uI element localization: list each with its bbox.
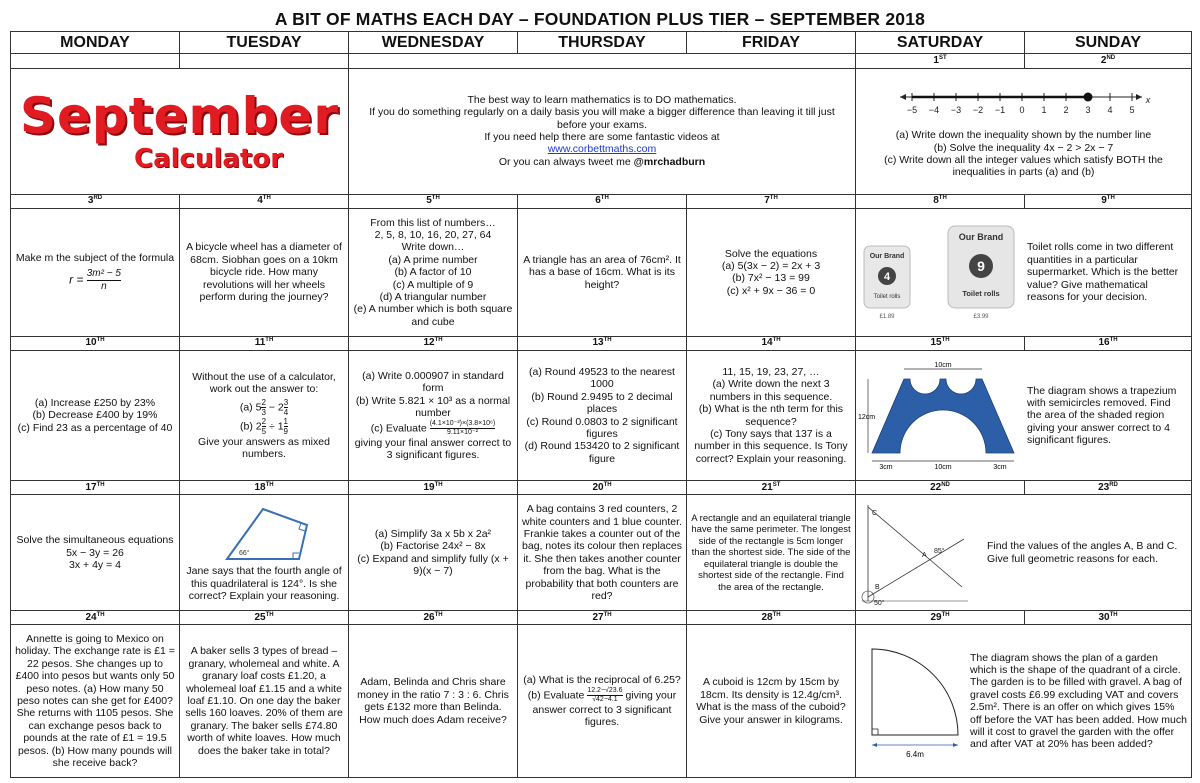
date-27: 27TH	[518, 611, 687, 625]
svg-text:10cm: 10cm	[934, 463, 952, 471]
svg-text:50°: 50°	[874, 599, 885, 607]
question-15-16: 10cm 12cm 3cm 10cm 3cm The diagram shows a trapezium with semicircles removed. Find the area of the shaded region giving your answer correct to 4 significant figures.	[856, 351, 1192, 481]
date-15: 15TH	[856, 336, 1025, 350]
formula: r = $\frac{\text{3m² − 5}}{n}$	[69, 267, 121, 292]
svg-text:0: 0	[1019, 105, 1025, 116]
svg-text:3cm: 3cm	[879, 463, 893, 471]
question-17: Solve the simultaneous equations 5x − 3y = 26 3x + 4y = 4	[11, 495, 180, 611]
date-20: 20TH	[518, 481, 687, 495]
svg-text:−5: −5	[906, 105, 918, 116]
svg-text:£3.99: £3.99	[973, 314, 989, 321]
svg-text:C: C	[872, 509, 878, 517]
calendar-grid	[10, 31, 1192, 778]
svg-text:4: 4	[1107, 105, 1113, 116]
date-4: 4TH	[180, 194, 349, 208]
date-6: 6TH	[518, 194, 687, 208]
question-28: A cuboid is 12cm by 15cm by 18cm. Its density is 12.4g/cm³. What is the mass of the cuboid? Give your answer in kilograms.	[687, 625, 856, 778]
day-wednesday: WEDNESDAY	[349, 32, 518, 54]
banner-subtitle: Calculator	[133, 144, 284, 175]
svg-text:12cm: 12cm	[858, 413, 876, 421]
svg-text:Our Brand: Our Brand	[869, 253, 905, 261]
date-10: 10TH	[11, 336, 180, 350]
question-20: A bag contains 3 red counters, 2 white counters and 1 blue counter. Frankie takes a counter out of the bag, notes its colour then replaces it. She then takes another counter from the bag. What is the probability that both counters are red?	[518, 495, 687, 611]
weekday-header-row	[11, 32, 1192, 54]
day-tuesday: TUESDAY	[180, 32, 349, 54]
september-banner	[11, 68, 349, 194]
question-13: (a) Round 49523 to the nearest 1000 (b) Round 2.9495 to 2 decimal places (c) Round 0.0803 to 2 significant figures (d) Round 153420 to 2 significant figure	[518, 351, 687, 481]
day-saturday: SATURDAY	[856, 32, 1025, 54]
svg-text:B: B	[875, 583, 880, 591]
question-3: Make m the subject of the formula r = $\frac{\text{3m² − 5}}{n}$	[11, 208, 180, 336]
trapezium-diagram	[860, 361, 1025, 471]
svg-text:2: 2	[1063, 105, 1069, 116]
question-12: (a) Write 0.000907 in standard form (b) Write 5.821 × 10³ as a normal number (c) Evaluate $\frac{\text{(4.1×10⁻²)×(3.8×10⁶)}}{\text{9.11×10⁻²}}$ giving your final answer correct to 3 significant figures.	[349, 351, 518, 481]
svg-text:Toilet rolls: Toilet rolls	[962, 289, 1000, 299]
question-1-2: −5 −4 −3 −2 −1 0 1 2 3 4 5 x (a) Write down the inequality shown by the number line (b) Solve the inequality 4x − 2 > 2x − 7 (c) Write down all the integer values which satisfy BOTH the inequalities in parts (a) and (b)	[856, 68, 1192, 194]
date-23: 23RD	[1025, 481, 1192, 495]
svg-text:66°: 66°	[239, 550, 250, 558]
date-2: 2ND	[1025, 54, 1192, 68]
question-24: Annette is going to Mexico on holiday. The exchange rate is £1 = 22 pesos. She changes up to £400 into pesos but wants only 50 peso notes. (a) How many 50 peso notes can she get for £400? She returns with 1105 pesos. She can exchange pesos back to pounds at the rate of £1 = 19.5 pesos. (b) How many pounds will she receive back?	[11, 625, 180, 778]
date-16: 16TH	[1025, 336, 1192, 350]
svg-text:−2: −2	[972, 105, 984, 116]
number-line-endpoint	[1084, 93, 1093, 102]
svg-text:1: 1	[1041, 105, 1047, 116]
day-thursday: THURSDAY	[518, 32, 687, 54]
svg-text:10cm: 10cm	[934, 361, 952, 369]
question-5: From this list of numbers… 2, 5, 8, 10, 16, 20, 27, 64 Write down… (a) A prime number (b) A factor of 10 (c) A multiple of 9 (d) A triangular number (e) A number which is both square and cube	[349, 208, 518, 336]
svg-text:£1.89: £1.89	[879, 314, 895, 321]
question-18: 66° Jane says that the fourth angle of this quadrilateral is 124°. Is she correct? Explain your reasoning.	[180, 495, 349, 611]
date-22: 22ND	[856, 481, 1025, 495]
question-19: (a) Simplify 3a x 5b x 2a² (b) Factorise 24x² − 8x (c) Expand and simplify fully (x + 9)(x − 7)	[349, 495, 518, 611]
question-7: Solve the equations (a) 5(3x − 2) = 2x + 3 (b) 7x² − 13 = 99 (c) x² + 9x − 36 = 0	[687, 208, 856, 336]
svg-text:Our Brand: Our Brand	[958, 232, 1004, 243]
svg-text:A: A	[922, 551, 927, 559]
date-5: 5TH	[349, 194, 518, 208]
quadrilateral-diagram	[189, 503, 339, 565]
svg-text:−4: −4	[928, 105, 940, 116]
intro-text: The best way to learn mathematics is to DO mathematics. If you do something regularly on a daily basis you will make a bigger difference than leaving it till just before your exams. If you need help there are some fantastic videos at www.corbettmaths.com Or you can always tweet me @mrchadburn	[349, 68, 856, 194]
twitter-handle[interactable]: @mrchadburn	[633, 155, 706, 168]
date-25: 25TH	[180, 611, 349, 625]
date-7: 7TH	[687, 194, 856, 208]
date-3: 3RD	[11, 194, 180, 208]
svg-text:5: 5	[1129, 105, 1135, 116]
svg-text:6.4m: 6.4m	[906, 750, 924, 760]
date-21: 21ST	[687, 481, 856, 495]
question-25: A baker sells 3 types of bread – granary, wholemeal and white. A granary loaf costs £1.20, a wholemeal loaf £1.15 and a white loaf £1.10. On one day the baker sells 160 loaves. 20% of them are granary. The baker sells £74.80 worth of white loaves. How much does the baker take in total?	[180, 625, 349, 778]
date-9: 9TH	[1025, 194, 1192, 208]
date-8: 8TH	[856, 194, 1025, 208]
quadrant-garden-diagram	[860, 639, 970, 763]
question-14: 11, 15, 19, 23, 27, … (a) Write down the next 3 numbers in this sequence. (b) What is the nth term for this sequence? (c) Tony says that 137 is a number in this sequence. Is Tony correct? Explain your reasoning.	[687, 351, 856, 481]
question-4: A bicycle wheel has a diameter of 68cm. Siobhan goes on a 10km bicycle ride. How many revolutions will her wheels perform during the journey?	[180, 208, 349, 336]
svg-text:9: 9	[977, 258, 985, 275]
question-6: A triangle has an area of 76cm². It has a base of 16cm. What is its height?	[518, 208, 687, 336]
toilet-roll-packs-image	[860, 222, 1020, 322]
day-sunday: SUNDAY	[1025, 32, 1192, 54]
date-13: 13TH	[518, 336, 687, 350]
svg-text:4: 4	[883, 271, 891, 284]
date-24: 24TH	[11, 611, 180, 625]
question-26: Adam, Belinda and Chris share money in the ratio 7 : 3 : 6. Chris gets £132 more than Belinda. How much does Adam receive?	[349, 625, 518, 778]
question-8-9: Our Brand 4 Toilet rolls £1.89 Our Brand 9 Toilet rolls £3.99 Toilet rolls come in two different quantities in a particular supermarket. Which is the better value? Give mathematical reasons for your decision.	[856, 208, 1192, 336]
question-27: (a) What is the reciprocal of 6.25? (b) Evaluate $\frac{12.2-√23.6}{√42-4.1}$ giving your answer correct to 3 significant figures.	[518, 625, 687, 778]
date-11: 11TH	[180, 336, 349, 350]
svg-text:3: 3	[1085, 105, 1091, 116]
question-21: A rectangle and an equilateral triangle have the same perimeter. The longest side of the rectangle is 5cm longer than the shortest side. The side of the equilateral triangle is double the shortest side of the rectangle. Find the area of the rectangle.	[687, 495, 856, 611]
date-12: 12TH	[349, 336, 518, 350]
date-1: 1ST	[856, 54, 1025, 68]
svg-text:3cm: 3cm	[993, 463, 1007, 471]
svg-text:85°: 85°	[934, 547, 945, 555]
question-11: Without the use of a calculator, work out the answer to: (a) 5 $\frac{2}{3}$ − 2 $\frac{3}{4}$ (b) 2 $\frac{2}{5}$ ÷ 1 $\frac{1}{9}$ Give your answers as mixed numbers.	[180, 351, 349, 481]
date-29: 29TH	[856, 611, 1025, 625]
question-22-23: C A B 85° 50° Find the values of the angles A, B and C. Give full geometric reasons for each.	[856, 495, 1192, 611]
angles-diagram	[860, 501, 970, 605]
date-28: 28TH	[687, 611, 856, 625]
day-monday: MONDAY	[11, 32, 180, 54]
svg-text:x: x	[1145, 95, 1151, 106]
date-14: 14TH	[687, 336, 856, 350]
date-26: 26TH	[349, 611, 518, 625]
question-29-30: 6.4m The diagram shows the plan of a garden which is the shape of the quadrant of a circle. The garden is to be filled with gravel. A bag of gravel costs £6.99 excluding VAT and covers 2.5m². There is an offer on which gives 15% off before the VAT has been added. How much will it cost to gravel the garden with the offer and after VAT at 20% has been added?	[856, 625, 1192, 778]
date-17: 17TH	[11, 481, 180, 495]
question-10: (a) Increase £250 by 23% (b) Decrease £400 by 19% (c) Find 23 as a percentage of 40	[11, 351, 180, 481]
date-30: 30TH	[1025, 611, 1192, 625]
svg-text:Toilet rolls: Toilet rolls	[873, 294, 901, 301]
svg-text:−3: −3	[950, 105, 962, 116]
date-18: 18TH	[180, 481, 349, 495]
banner-month: September	[20, 87, 339, 146]
date-19: 19TH	[349, 481, 518, 495]
page-title: A BIT OF MATHS EACH DAY – FOUNDATION PLUS TIER – SEPTEMBER 2018	[274, 9, 926, 29]
svg-text:−1: −1	[994, 105, 1006, 116]
number-line	[860, 83, 1160, 129]
corbettmaths-link[interactable]: www.corbettmaths.com	[547, 143, 657, 156]
day-friday: FRIDAY	[687, 32, 856, 54]
